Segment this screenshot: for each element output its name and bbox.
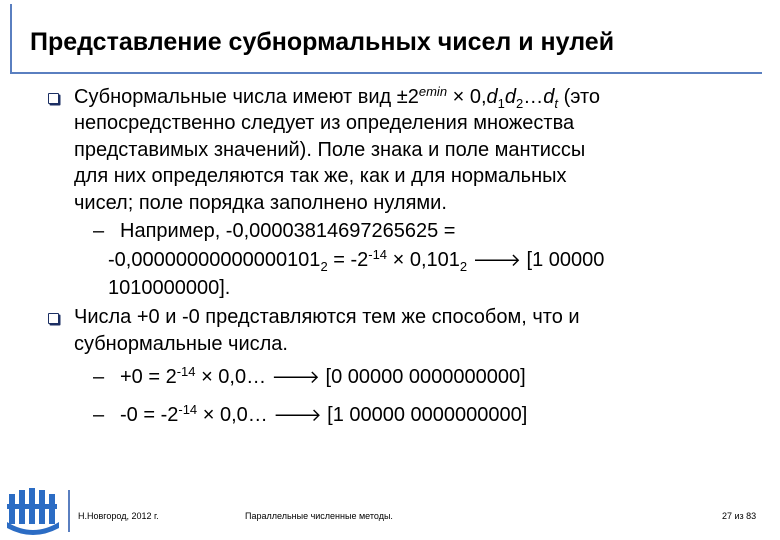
- bullet-1-line-2: непосредственно следует из определения множества: [74, 112, 575, 134]
- sub-bullet-dash: –: [93, 220, 105, 242]
- arrow-right-icon: 🡒: [273, 405, 322, 426]
- formula-d1: d: [486, 86, 498, 108]
- zero-minus-value: -0 = -2: [120, 404, 179, 426]
- formula-tail: (это: [558, 86, 601, 108]
- arrow-right-icon: 🡒: [472, 250, 521, 271]
- example-line-3: 1010000000].: [108, 277, 231, 299]
- footer-course: Параллельные численные методы.: [245, 511, 393, 521]
- zero-minus-sup: -14: [178, 402, 198, 417]
- zero-plus-value: +0 = 2: [120, 366, 177, 388]
- example-line-1: Например, -0,00003814697265625 =: [120, 220, 456, 242]
- example-sup: -14: [368, 247, 388, 262]
- example-sub: 2: [320, 259, 328, 274]
- bullet-2-line-2: субнормальные числа.: [74, 333, 288, 355]
- example-bits: [1 00000: [520, 249, 605, 271]
- formula-sub1: 1: [497, 96, 505, 111]
- example-value: -0,00000000000000101: [108, 249, 321, 271]
- formula-d2: d: [504, 86, 517, 108]
- zero-minus-line: [120, 402, 527, 429]
- formula-dt: d: [543, 86, 555, 108]
- title-bar: [10, 4, 762, 74]
- bullet-1-text: Субнормальные числа имеют вид ±2: [74, 86, 419, 108]
- bullet-1-line-5: чисел; поле порядка заполнено нулями.: [74, 192, 447, 214]
- example-mantissa: × 0,101: [387, 249, 460, 271]
- zero-minus-mantissa: × 0,0…: [197, 404, 274, 426]
- zero-plus-mantissa: × 0,0…: [195, 366, 272, 388]
- example-line-2: [108, 247, 604, 274]
- bullet-1-line-3: представимых значений). Поле знака и поле мантиссы: [74, 139, 586, 161]
- zero-plus-sup: -14: [176, 364, 196, 379]
- zero-plus-line: [120, 364, 526, 391]
- bullet-square-icon: [48, 313, 59, 324]
- zero-plus-bits: [0 00000 0000000000]: [319, 366, 526, 388]
- bullet-2-line-1: Числа +0 и -0 представляются тем же способом, что и: [74, 306, 580, 328]
- slide-title: Представление субнормальных чисел и нулей: [30, 28, 615, 56]
- example-sub2: 2: [459, 259, 468, 274]
- university-logo-icon: [3, 484, 63, 538]
- formula-times: × 0,: [447, 86, 487, 108]
- sub-bullet-dash: –: [93, 404, 105, 426]
- arrow-right-icon: 🡒: [271, 367, 320, 388]
- formula-subt: t: [554, 96, 559, 111]
- zero-minus-bits: [1 00000 0000000000]: [321, 404, 528, 426]
- formula-exponent: emin: [418, 84, 448, 99]
- bullet-square-icon: [48, 93, 59, 104]
- formula-sub2: 2: [516, 96, 524, 111]
- sub-bullet-dash: –: [93, 366, 105, 388]
- bullet-1-line-1: [74, 84, 600, 110]
- example-eq: = -2: [327, 249, 369, 271]
- footer-page-number: 27 из 83: [722, 511, 757, 521]
- footer-city-year: Н.Новгород, 2012 г.: [78, 511, 159, 521]
- bullet-1-line-4: для них определяются так же, как и для нормальных: [74, 165, 567, 187]
- formula-dots: …: [523, 86, 544, 108]
- footer-divider: [68, 490, 70, 532]
